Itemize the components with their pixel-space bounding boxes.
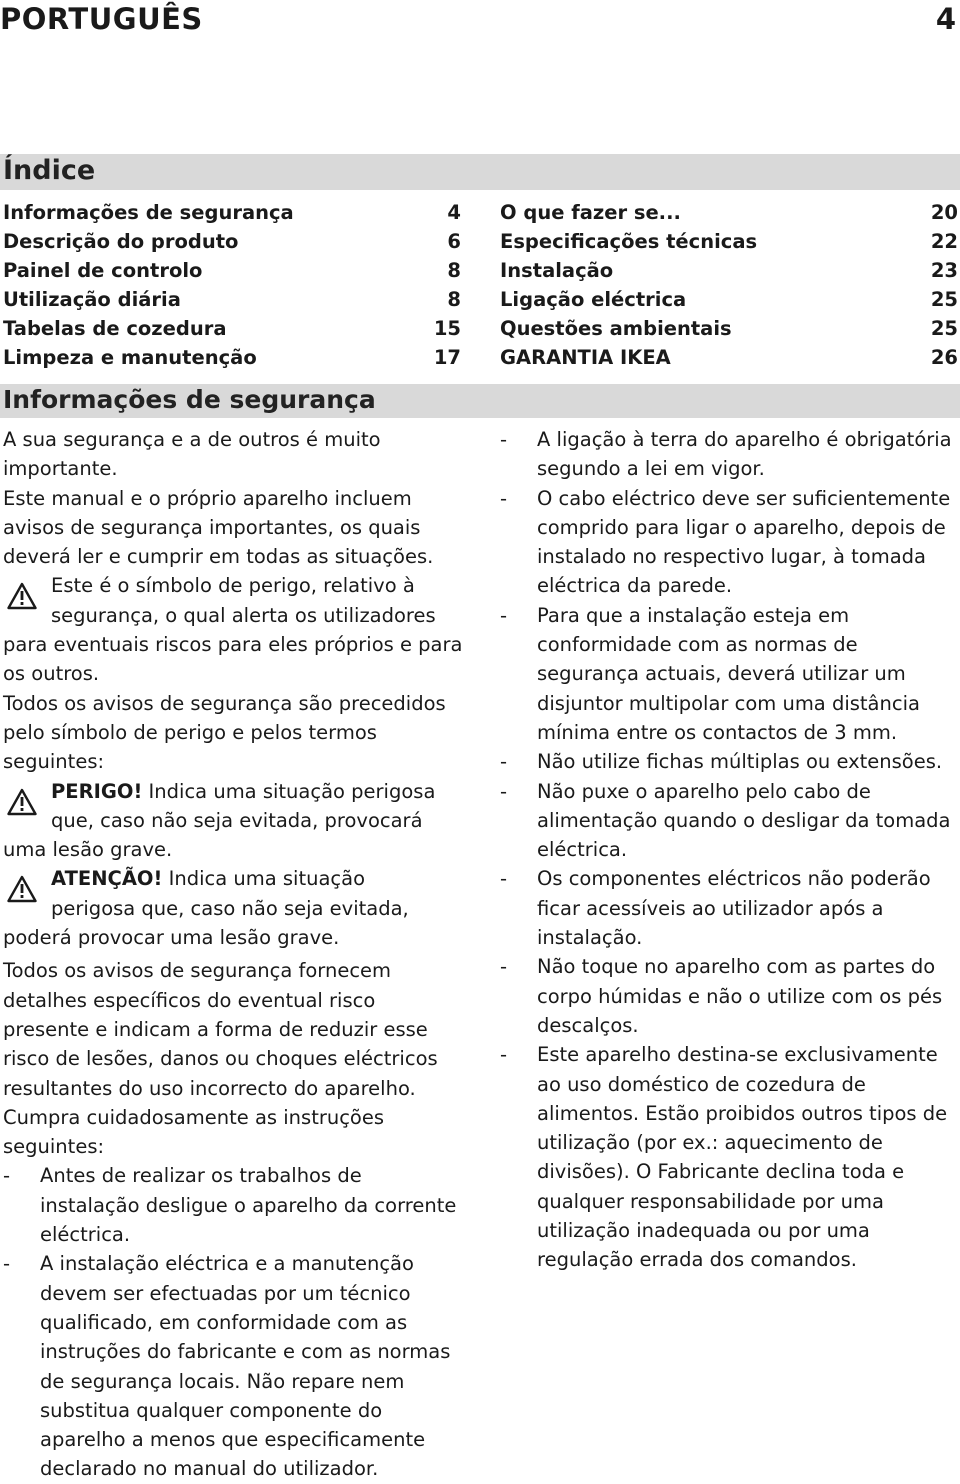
toc-right-column	[500, 198, 958, 372]
toc-entry-page: 8	[447, 259, 461, 282]
list-item-text: Não puxe o aparelho pelo cabo de alimentação quando o desligar da tomada eléctrica.	[537, 779, 951, 862]
list-item-text: Este aparelho destina-se exclusivamente ao uso doméstico de cozedura de alimentos. Estão proibidos outros tipos de utilização (por ex.: aquecimento de divisões). O Fabricante declina toda e qualquer responsabilidade por uma utilização inadequada ou por uma regulação errada dos comandos.	[537, 1043, 948, 1272]
toc-entry-page: 23	[930, 259, 958, 282]
list-dash: -	[500, 1043, 508, 1067]
list-item	[500, 601, 958, 747]
warning-triangle-icon	[7, 875, 37, 903]
toc-entry-label: Painel de controlo	[3, 259, 203, 282]
danger-notice	[3, 777, 463, 865]
danger-text-line2: que, caso não seja evitada, provocará	[51, 808, 423, 832]
warning-triangle-icon	[7, 582, 37, 610]
toc-entry-label: Questões ambientais	[500, 317, 732, 340]
toc-entry-page: 15	[433, 317, 461, 340]
toc-entry[interactable]	[500, 227, 958, 256]
toc-entry-label: Utilização diária	[3, 288, 181, 311]
language-header: PORTUGUÊS	[0, 2, 203, 36]
list-dash: -	[3, 1252, 11, 1276]
toc-entry[interactable]	[500, 256, 958, 285]
toc-entry[interactable]	[3, 256, 461, 285]
symbol-text-line2: segurança, o qual alerta os utilizadores	[51, 603, 436, 627]
symbol-text-line1: Este é o símbolo de perigo, relativo à	[51, 574, 415, 598]
follow-paragraph: Cumpra cuidadosamente as instruções seguintes:	[3, 1105, 385, 1159]
toc-entry-page: 4	[447, 201, 461, 224]
list-dash: -	[500, 603, 508, 627]
list-dash: -	[500, 867, 508, 891]
list-dash: -	[500, 428, 508, 451]
list-dash: -	[500, 955, 508, 979]
precede-paragraph: Todos os avisos de segurança são precedidos pelo símbolo de perigo e pelos termos seguintes:	[3, 691, 446, 774]
toc-entry-page: 22	[930, 230, 958, 253]
section-title: Informações de segurança	[3, 385, 376, 414]
list-item	[500, 864, 958, 952]
list-item	[500, 425, 958, 484]
toc-entry-page: 25	[930, 317, 958, 340]
toc-entry[interactable]	[500, 198, 958, 227]
danger-text-rest: uma lesão grave.	[3, 838, 173, 862]
section-title-bar	[0, 384, 960, 418]
toc-title: Índice	[3, 155, 96, 186]
danger-text-line1: Indica uma situação perigosa	[142, 779, 436, 803]
list-dash: -	[500, 486, 508, 510]
toc-entry[interactable]	[3, 314, 461, 343]
toc-entry-page: 8	[447, 288, 461, 311]
toc-entry-label: Informações de segurança	[3, 201, 294, 224]
list-item-text: Não utilize fichas múltiplas ou extensões.	[537, 750, 943, 774]
details-paragraph: Todos os avisos de segurança fornecem detalhes específicos do eventual risco presente e indicam a forma de reduzir esse risco de lesões, danos ou choques eléctricos resultantes do uso incorrecto do aparelho.	[3, 959, 438, 1100]
toc-entry-label: O que fazer se...	[500, 201, 681, 224]
list-dash: -	[500, 750, 508, 774]
toc-entry-page: 6	[447, 230, 461, 253]
toc-left-column	[3, 198, 461, 372]
toc-entry-page: 20	[930, 201, 958, 224]
toc-entry-label: Instalação	[500, 259, 614, 282]
toc-entry[interactable]	[500, 343, 958, 372]
list-item	[500, 747, 958, 776]
page-number: 4	[935, 2, 956, 36]
danger-label: PERIGO!	[51, 779, 143, 803]
list-item-text: Os componentes eléctricos não poderão ficar acessíveis ao utilizador após a instalação.	[537, 867, 931, 950]
list-item-text: Para que a instalação esteja em conformidade com as normas de segurança actuais, deverá utilizar um disjuntor multipolar com uma distância mínima entre os contactos de 3 mm.	[537, 603, 920, 744]
right-text-column	[500, 425, 958, 1275]
manual-paragraph: Este manual e o próprio aparelho incluem avisos de segurança importantes, os quais deverá ler e cumprir em todas as situações.	[3, 486, 434, 569]
toc-entry[interactable]	[3, 227, 461, 256]
list-item	[500, 484, 958, 601]
caution-text-line1: Indica uma situação	[162, 867, 366, 891]
list-item	[500, 952, 958, 1040]
caution-label: ATENÇÃO!	[51, 867, 163, 891]
toc-entry-label: Especificações técnicas	[500, 230, 758, 253]
list-item-text: Antes de realizar os trabalhos de instalação desligue o aparelho da corrente eléctrica.	[40, 1164, 457, 1247]
list-dash: -	[3, 1164, 11, 1188]
list-item-text: A instalação eléctrica e a manutenção devem ser efectuadas por um técnico qualificado, em conformidade com as instruções do fabricante e com as normas de segurança locais. Não repare nem substitua qualquer componente do aparelho a menos que especificamente declarado no manual do utilizador.	[40, 1252, 451, 1481]
caution-notice	[3, 864, 463, 952]
toc-entry-label: Limpeza e manutenção	[3, 346, 257, 369]
toc-entry-label: Ligação eléctrica	[500, 288, 687, 311]
warning-triangle-icon	[7, 788, 37, 816]
toc-entry-label: Tabelas de cozedura	[3, 317, 227, 340]
toc-entry[interactable]	[3, 198, 461, 227]
left-text-column	[3, 425, 463, 1484]
toc-entry-page: 25	[930, 288, 958, 311]
list-item	[3, 1249, 463, 1483]
toc-entry[interactable]	[3, 343, 461, 372]
caution-text-line2: perigosa que, caso não seja evitada,	[51, 896, 409, 920]
toc-entry[interactable]	[500, 285, 958, 314]
toc-entry[interactable]	[3, 285, 461, 314]
toc-entry[interactable]	[500, 314, 958, 343]
list-item-text: O cabo eléctrico deve ser suficientemente comprido para ligar o aparelho, depois de instalado no respectivo lugar, à tomada eléctrica da parede.	[537, 486, 951, 598]
toc-title-bar	[0, 154, 960, 190]
list-item	[500, 777, 958, 865]
list-dash: -	[500, 779, 508, 803]
toc-entry-label: Descrição do produto	[3, 230, 239, 253]
list-item	[500, 1040, 958, 1274]
toc-entry-page: 17	[433, 346, 461, 369]
list-item-text: Não toque no aparelho com as partes do corpo húmidas e não o utilize com os pés descalços.	[537, 955, 943, 1037]
toc-entry-page: 26	[930, 346, 958, 369]
intro-paragraph: A sua segurança e a de outros é muito importante.	[3, 428, 381, 481]
list-item	[3, 1161, 463, 1249]
toc-entry-label: GARANTIA IKEA	[500, 346, 671, 369]
danger-symbol-notice	[3, 571, 463, 688]
caution-text-rest: poderá provocar uma lesão grave.	[3, 926, 340, 950]
list-item-text: A ligação à terra do aparelho é obrigatória segundo a lei em vigor.	[537, 428, 952, 481]
symbol-text-rest: para eventuais riscos para eles próprios e para os outros.	[3, 633, 463, 686]
